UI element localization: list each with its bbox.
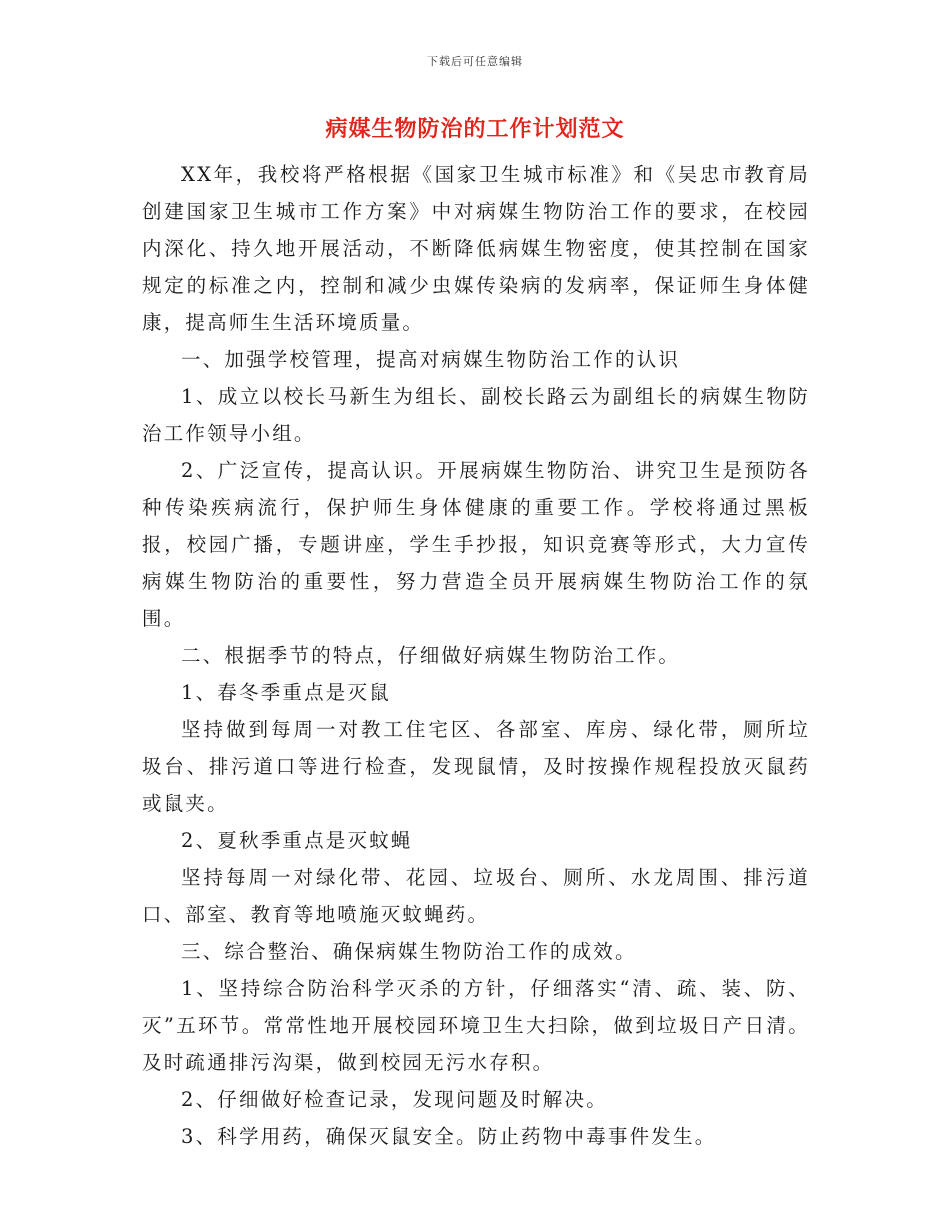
header-note: 下载后可任意编辑 xyxy=(427,55,523,68)
section-heading-1: 一、加强学校管理，提高对病媒生物防治工作的认识 xyxy=(181,348,681,371)
paragraph: 2、广泛宣传，提高认识。开展病媒生物防治、讲究卫生是预防各种传染疾病流行，保护师生身体健康的重要工作。学校将通过黑板报，校园广播，专题讲座，学生手抄报，知识竞赛等形式，大力宣传病媒生物防治的重要性，努力营造全员开展病媒生物防治工作的氛围。 xyxy=(142,459,810,630)
subheading: 2、夏秋季重点是灭蚊蝇 xyxy=(181,829,413,852)
paragraph: 2、仔细做好检查记录，发现问题及时解决。 xyxy=(181,1088,608,1111)
paragraph: 3、科学用药，确保灭鼠安全。防止药物中毒事件发生。 xyxy=(181,1125,717,1148)
paragraph: 坚持每周一对绿化带、花园、垃圾台、厕所、水龙周围、排污道口、部室、教育等地喷施灭蚊蝇药。 xyxy=(142,866,810,926)
subheading: 1、春冬季重点是灭鼠 xyxy=(181,681,391,704)
section-heading-2: 二、根据季节的特点，仔细做好病媒生物防治工作。 xyxy=(181,644,681,667)
paragraph-intro: XX年，我校将严格根据《国家卫生城市标准》和《吴忠市教育局创建国家卫生城市工作方案》中对病媒生物防治工作的要求，在校园内深化、持久地开展活动，不断降低病媒生物密度，使其控制在国家规定的标准之内，控制和减少虫媒传染病的发病率，保证师生身体健康，提高师生生活环境质量。 xyxy=(142,163,810,334)
paragraph: 坚持做到每周一对教工住宅区、各部室、库房、绿化带，厕所垃圾台、排污道口等进行检查，发现鼠情，及时按操作规程投放灭鼠药或鼠夹。 xyxy=(142,718,810,815)
paragraph: 1、坚持综合防治科学灭杀的方针，仔细落实“清、疏、装、防、灭”五环节。常常性地开展校园环境卫生大扫除，做到垃圾日产日清。及时疏通排污沟渠，做到校园无污水存积。 xyxy=(142,977,810,1074)
paragraph: 1、成立以校长马新生为组长、副校长路云为副组长的病媒生物防治工作领导小组。 xyxy=(142,385,810,445)
document-body xyxy=(142,156,810,1155)
section-heading-3: 三、综合整治、确保病媒生物防治工作的成效。 xyxy=(181,940,637,963)
document-title: 病媒生物防治的工作计划范文 xyxy=(325,116,625,142)
